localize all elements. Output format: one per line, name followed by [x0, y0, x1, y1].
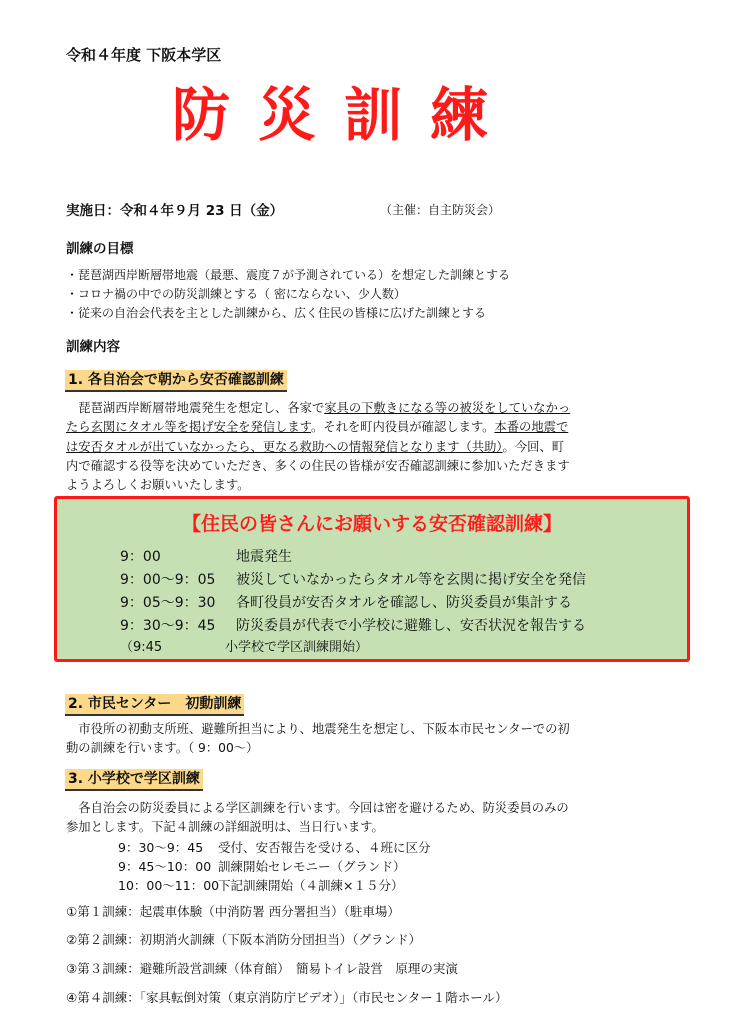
schedule-desc: 地震発生	[236, 549, 292, 565]
drill-schedule-time: 9：30～9：45	[118, 840, 204, 855]
safety-check-title: 【住民の皆さんにお願いする安否確認訓練】	[181, 513, 562, 535]
drill-item: ②第２訓練：初期消火訓練（下阪本消防分団担当）（グランド）	[66, 932, 421, 947]
schedule-desc: 各町役員が安否タオルを確認し、防災委員が集計する	[236, 595, 572, 611]
drill-schedule-desc: 訓練開始セレモニー（グランド）	[218, 859, 406, 874]
s1-line0-a: 琵琶湖西岸断層帯地震発生を想定し、各家で	[66, 401, 325, 415]
goal-item: ・琵琶湖西岸断層帯地震（最悪、震度７が予測されている）を想定した訓練とする	[66, 268, 511, 282]
goals-heading: 訓練の目標	[66, 241, 134, 257]
note-desc: 小学校で学区訓練開始）	[225, 640, 369, 655]
section3-paragraph	[66, 799, 569, 838]
s2-line: 動の訓練を行います。（ 9：00～）	[66, 741, 259, 756]
drill-item: ①第１訓練：起震車体験（中消防署 西分署担当）（駐車場）	[66, 904, 400, 919]
drill-schedule-row	[118, 857, 406, 875]
safety-check-box	[54, 496, 690, 662]
content-heading: 訓練内容	[66, 339, 120, 355]
section2-heading: 2. 市民センター 初動訓練	[65, 694, 244, 716]
s2-line: 市役所の初動支所班、避難所担当により、地震発生を想定し、下阪本市民センターでの初	[66, 722, 570, 736]
s3-line: 各自治会の防災委員による学区訓練を行います。今回は密を避けるため、防災委員のみの	[66, 801, 569, 815]
schedule-row	[120, 615, 586, 635]
schedule-row	[120, 546, 292, 566]
drill-schedule-desc: 下記訓練開始（４訓練×１５分）	[218, 878, 404, 893]
s1-line0-b: 家具の下敷きになる等の被災をしていなかっ	[324, 401, 571, 415]
s1-line1-a: たら玄関にタオル等を掲げ安全を発信します	[66, 420, 311, 435]
s1-line1-c: 本番の地震で	[494, 420, 569, 435]
schedule-note	[120, 636, 368, 655]
drill-schedule-row	[118, 876, 403, 894]
organizer-label: （主催：自主防災会）	[380, 203, 501, 217]
drill-item: ③第３訓練：避難所設営訓練（体育館） 簡易トイレ設営 原理の実演	[66, 961, 458, 976]
s1-line1-b: 。それを町内役員が確認します。	[310, 420, 495, 435]
schedule-time: 9：30～9：45	[120, 618, 216, 634]
schedule-desc: 防災委員が代表で小学校に避難し、安否状況を報告する	[236, 618, 586, 634]
schedule-desc: 被災していなかったらタオル等を玄関に掲げ安全を発信	[236, 572, 586, 588]
event-date: 実施日：令和４年９月 23 日（金）	[66, 203, 284, 219]
drill-schedule-time: 10：00～11：00	[118, 878, 220, 893]
district-label: 令和４年度 下阪本学区	[66, 46, 222, 64]
s1-line2-a: は安否タオルが出ていなかったら、更なる救助への情報発信となります（共助）	[66, 439, 503, 454]
section1-paragraph	[66, 399, 570, 495]
schedule-time: 9：00～9：05	[120, 572, 216, 588]
s3-line: 参加とします。下記４訓練の詳細説明は、当日行います。	[66, 820, 384, 835]
section1-heading: 1. 各自治会で朝から安否確認訓練	[65, 370, 287, 392]
s1-line3: 内で確認する役等を決めていただき、多くの住民の皆様が安否確認訓練に参加いただきます	[66, 458, 570, 473]
s1-line4: ようよろしくお願いいたします。	[66, 478, 250, 493]
schedule-row	[120, 592, 572, 612]
goal-item: ・従来の自治会代表を主とした訓練から、広く住民の皆様に広げた訓練とする	[66, 306, 487, 320]
goal-item: ・コロナ禍の中での防災訓練とする（ 密にならない、少人数）	[66, 287, 406, 301]
schedule-row	[120, 569, 586, 589]
drill-schedule-time: 9：45～10：00	[118, 859, 212, 874]
page-title: 防災訓練	[172, 81, 517, 149]
note-time: （9:45	[120, 640, 163, 655]
drill-schedule-desc: 受付、安否報告を受ける、４班に区分	[218, 840, 431, 855]
section2-paragraph	[66, 720, 570, 759]
drill-item: ④第４訓練：「家具転倒対策（東京消防庁ビデオ）」（市民センター１階ホール）	[66, 990, 508, 1005]
drill-schedule-row	[118, 838, 431, 856]
schedule-time: 9：05～9：30	[120, 595, 216, 611]
schedule-time: 9：00	[120, 549, 161, 565]
section3-heading: 3. 小学校で学区訓練	[65, 769, 203, 791]
s1-line2-b: 。今回、町	[502, 439, 565, 454]
